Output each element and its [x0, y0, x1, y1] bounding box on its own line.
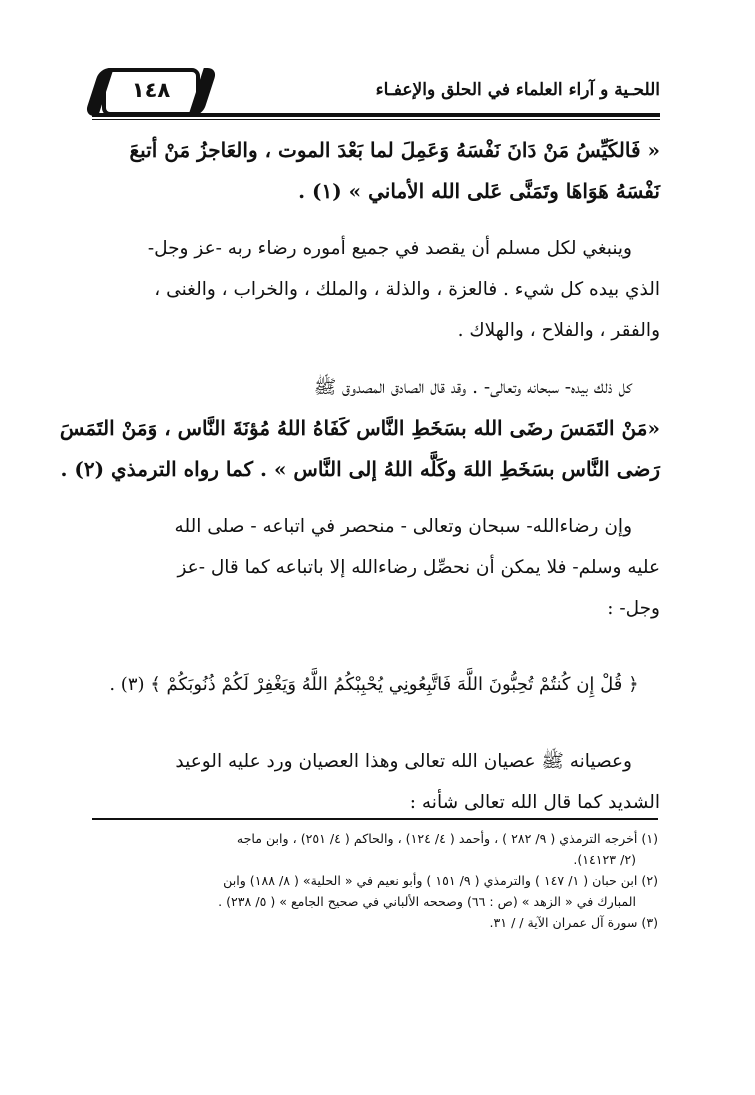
- text-line: وإن رضاءالله- سبحان وتعالى - منحصر في اتباعه - صلى الله: [174, 516, 632, 537]
- footnote-line: (٢) ابن حبان ( ١/ ١٤٧ ) والترمذي ( ٩/ ١٥١ ) وأبو نعيم في « الحلية» ( ٨/ ١٨٨) وابن: [223, 873, 658, 888]
- page-number: ١٤٨: [131, 78, 171, 102]
- hadith-line: «مَنْ التَمَسَ رضَى الله بسَخَطِ النَّاس كَفَاهُ اللهُ مُؤنَةَ النَّاس ، وَمَنْ التَمَسَ: [59, 416, 660, 440]
- hadith-line: « فَالكَيِّسُ مَنْ دَانَ نَفْسَهُ وَعَمِلَ لما بَعْدَ الموت ، والعَاجزُ مَنْ أتبعَ: [129, 138, 660, 162]
- text-line: وينبغي لكل مسلم أن يقصد في جميع أموره رضاء ربه -عز وجل-: [147, 238, 632, 259]
- text-line: عليه وسلم- فلا يمكن أن نحصِّل رضاءالله إلا باتباعه كما قال -عز: [177, 557, 660, 578]
- footnote-line: (٣) سورة آل عمران الآية / / ٣١.: [489, 915, 658, 930]
- footnote-line: (٢/ ١٤١٢٣).: [573, 852, 636, 867]
- footnote-line: (١) أخرجه الترمذي ( ٩/ ٢٨٢ ) ، وأحمد ( ٤/ ١٢٤) ، والحاكم ( ٤/ ٢٥١) ، وابن ماجه: [236, 831, 658, 846]
- footnotes: [92, 828, 658, 933]
- text-line: وجل- :: [607, 598, 660, 619]
- running-title: اللحـية و آراء العلماء في الحلق والإعفـاء: [375, 80, 660, 100]
- page-number-badge: [102, 68, 200, 116]
- text-line: الذي بيده كل شيء . فالعزة ، والذلة ، والملك ، والخراب ، والغنى ،: [154, 279, 660, 300]
- text-line: الشديد كما قال الله تعالى شأنه :: [409, 792, 660, 813]
- header-rule-thin: [92, 119, 660, 120]
- hadith-line: نَفْسَهُ هَوَاهَا وتَمَنَّى عَلى الله الأماني » (١) .: [298, 179, 660, 203]
- text-line: كل ذلك بيده- سبحانه وتعالى- . وقد قال الصادق المصدوق ﷺ: [313, 377, 632, 398]
- hadith-line: رَضى النَّاس بسَخَطِ اللهَ وكَلَّه اللهُ إلى النَّاس » . كما رواه الترمذي (٢) .: [60, 457, 660, 481]
- text-line: والفقر ، والفلاح ، والهلاك .: [457, 320, 660, 341]
- text-line: وعصيانه ﷺ عصيان الله تعالى وهذا العصيان ورد عليه الوعيد: [175, 751, 632, 772]
- page-header: [90, 58, 660, 114]
- main-text: [59, 130, 660, 823]
- footnote-line: المبارك في « الزهد » (ص : ٦٦) وصححه الألباني في صحيح الجامع » ( ٥/ ٢٣٨) .: [218, 894, 636, 909]
- quran-verse: ﴿ قُلْ إِن كُنتُمْ تُحِبُّونَ اللَّهَ فَاتَّبِعُونِي يُحْبِبْكُمُ اللَّهُ وَيَغْفِرْ لَكُمْ ذُنُوبَكُمْ ﴾ (٣) .: [109, 674, 639, 695]
- header-rule: [92, 113, 660, 117]
- footnote-rule: [92, 818, 658, 820]
